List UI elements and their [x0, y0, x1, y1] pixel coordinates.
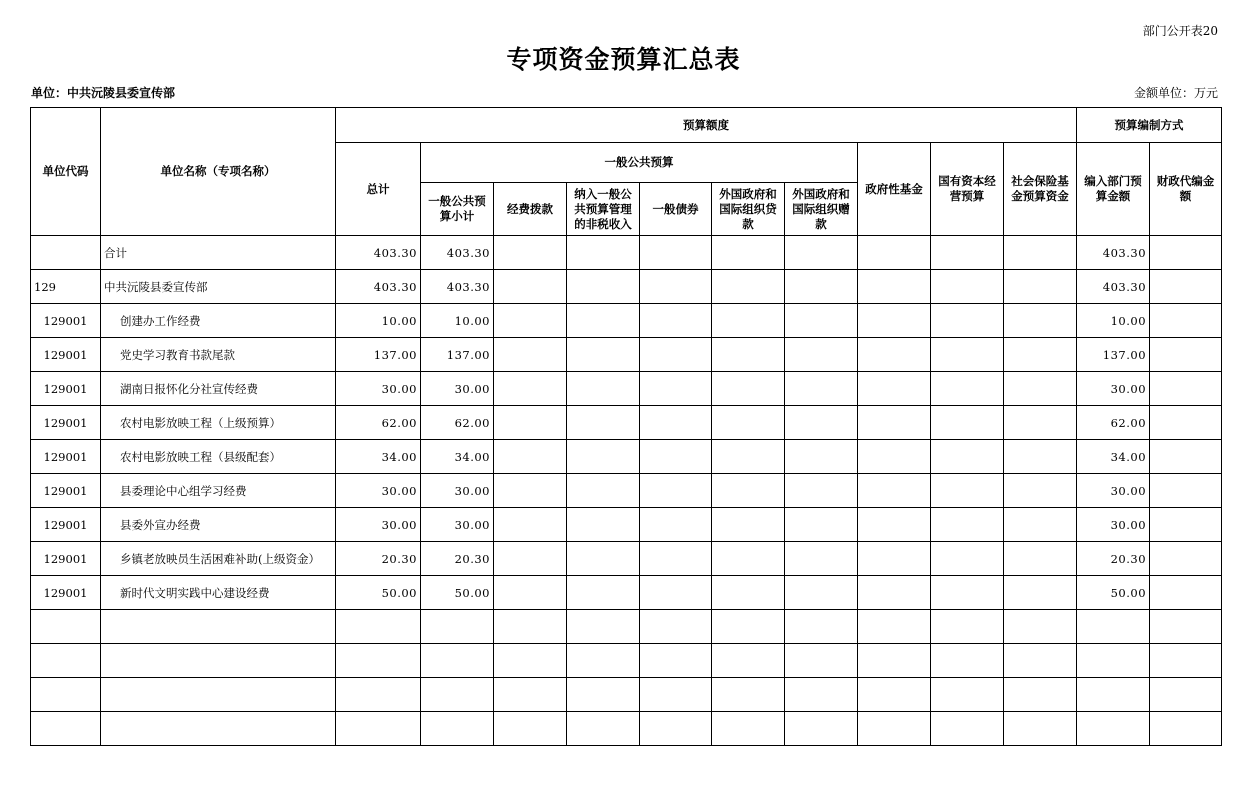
header-budget-amount: 预算额度	[336, 108, 1077, 143]
table-cell	[712, 508, 785, 542]
table-cell	[785, 542, 858, 576]
table-cell	[931, 440, 1004, 474]
cell-unit-name: 党史学习教育书款尾款	[101, 338, 336, 372]
cell-dept-budget: 50.00	[1077, 576, 1150, 610]
cell-unit-code: 129	[31, 270, 101, 304]
table-cell	[567, 304, 640, 338]
table-cell	[494, 678, 567, 712]
header-unit-code: 单位代码	[31, 108, 101, 236]
table-cell	[567, 576, 640, 610]
table-cell	[494, 406, 567, 440]
table-cell	[858, 440, 931, 474]
table-cell	[785, 406, 858, 440]
table-cell	[1150, 712, 1222, 746]
table-cell	[785, 440, 858, 474]
table-row	[31, 474, 1222, 508]
cell-unit-code: 129001	[31, 406, 101, 440]
table-cell	[101, 712, 336, 746]
table-cell	[712, 644, 785, 678]
cell-dept-budget: 10.00	[1077, 304, 1150, 338]
table-cell	[931, 576, 1004, 610]
table-cell	[712, 712, 785, 746]
table-cell	[785, 270, 858, 304]
table-cell	[494, 542, 567, 576]
table-cell	[494, 644, 567, 678]
table-cell	[1004, 406, 1077, 440]
table-cell	[1004, 474, 1077, 508]
table-cell	[1150, 338, 1222, 372]
table-cell	[640, 712, 712, 746]
table-cell	[640, 236, 712, 270]
table-cell	[640, 304, 712, 338]
cell-total: 34.00	[336, 440, 421, 474]
table-cell	[1004, 610, 1077, 644]
table-cell	[640, 406, 712, 440]
table-cell	[567, 508, 640, 542]
table-cell	[640, 440, 712, 474]
table-row	[31, 576, 1222, 610]
table-cell	[1150, 406, 1222, 440]
table-cell	[1004, 712, 1077, 746]
table-cell	[640, 508, 712, 542]
table-cell	[567, 712, 640, 746]
cell-unit-name: 中共沅陵县委宣传部	[101, 270, 336, 304]
table-cell	[1004, 644, 1077, 678]
table-cell	[785, 236, 858, 270]
header-general-public-budget: 一般公共预算	[421, 143, 858, 183]
table-cell	[494, 270, 567, 304]
header-budget-method: 预算编制方式	[1077, 108, 1222, 143]
table-cell	[31, 610, 101, 644]
table-cell	[1077, 644, 1150, 678]
table-cell	[1077, 678, 1150, 712]
table-cell	[1077, 610, 1150, 644]
cell-unit-name: 县委理论中心组学习经费	[101, 474, 336, 508]
table-cell	[494, 236, 567, 270]
table-cell	[858, 406, 931, 440]
table-cell	[858, 338, 931, 372]
table-cell	[858, 372, 931, 406]
table-cell	[858, 712, 931, 746]
table-row	[31, 678, 1222, 712]
table-cell	[712, 576, 785, 610]
table-cell	[640, 610, 712, 644]
table-cell	[494, 576, 567, 610]
table-cell	[421, 712, 494, 746]
cell-dept-budget: 403.30	[1077, 270, 1150, 304]
header-finance-agency: 财政代编金额	[1150, 143, 1222, 236]
cell-gpb-subtotal: 10.00	[421, 304, 494, 338]
table-cell	[1004, 270, 1077, 304]
table-cell	[567, 338, 640, 372]
cell-gpb-subtotal: 403.30	[421, 270, 494, 304]
header-state-capital: 国有资本经营预算	[931, 143, 1004, 236]
cell-unit-code	[31, 236, 101, 270]
table-cell	[1077, 712, 1150, 746]
header-gpb-subtotal: 一般公共预算小计	[421, 183, 494, 236]
table-cell	[1004, 304, 1077, 338]
table-cell	[567, 236, 640, 270]
table-cell	[1004, 236, 1077, 270]
form-number-label: 部门公开表20	[1142, 24, 1218, 38]
table-cell	[858, 542, 931, 576]
cell-unit-code: 129001	[31, 372, 101, 406]
cell-unit-name: 县委外宣办经费	[101, 508, 336, 542]
table-cell	[494, 304, 567, 338]
table-cell	[931, 508, 1004, 542]
table-cell	[785, 372, 858, 406]
cell-unit-name: 新时代文明实践中心建设经费	[101, 576, 336, 610]
table-cell	[712, 610, 785, 644]
cell-total: 30.00	[336, 372, 421, 406]
cell-gpb-subtotal: 34.00	[421, 440, 494, 474]
table-row	[31, 236, 1222, 270]
table-cell	[336, 610, 421, 644]
header-unit-name: 单位名称（专项名称）	[101, 108, 336, 236]
header-dept-budget: 编入部门预算金额	[1077, 143, 1150, 236]
table-cell	[931, 406, 1004, 440]
table-cell	[567, 610, 640, 644]
cell-unit-code: 129001	[31, 576, 101, 610]
table-cell	[785, 678, 858, 712]
table-cell	[712, 678, 785, 712]
table-cell	[336, 644, 421, 678]
cell-unit-name: 创建办工作经费	[101, 304, 336, 338]
table-cell	[785, 304, 858, 338]
table-cell	[494, 440, 567, 474]
table-cell	[712, 304, 785, 338]
table-cell	[1150, 440, 1222, 474]
cell-dept-budget: 20.30	[1077, 542, 1150, 576]
table-cell	[931, 542, 1004, 576]
table-cell	[712, 406, 785, 440]
header-nontax-income: 纳入一般公共预算管理的非税收入	[567, 183, 640, 236]
header-gov-fund: 政府性基金	[858, 143, 931, 236]
table-row	[31, 542, 1222, 576]
table-cell	[712, 440, 785, 474]
table-cell	[567, 474, 640, 508]
table-cell	[640, 542, 712, 576]
table-cell	[858, 610, 931, 644]
table-cell	[567, 270, 640, 304]
table-cell	[931, 236, 1004, 270]
table-cell	[494, 372, 567, 406]
table-cell	[494, 712, 567, 746]
cell-total: 30.00	[336, 474, 421, 508]
table-cell	[494, 610, 567, 644]
cell-unit-name: 合计	[101, 236, 336, 270]
cell-total: 137.00	[336, 338, 421, 372]
header-foreign-loans: 外国政府和国际组织贷款	[712, 183, 785, 236]
cell-unit-code: 129001	[31, 338, 101, 372]
table-cell	[1150, 304, 1222, 338]
cell-dept-budget: 62.00	[1077, 406, 1150, 440]
table-cell	[785, 338, 858, 372]
cell-gpb-subtotal: 137.00	[421, 338, 494, 372]
cell-gpb-subtotal: 62.00	[421, 406, 494, 440]
cell-unit-code: 129001	[31, 440, 101, 474]
table-cell	[640, 338, 712, 372]
table-cell	[1150, 372, 1222, 406]
table-cell	[421, 678, 494, 712]
table-row	[31, 712, 1222, 746]
table-cell	[712, 236, 785, 270]
table-cell	[785, 576, 858, 610]
table-cell	[1150, 576, 1222, 610]
table-cell	[494, 474, 567, 508]
cell-unit-name: 农村电影放映工程（上级预算）	[101, 406, 336, 440]
cell-dept-budget: 30.00	[1077, 372, 1150, 406]
table-row	[31, 270, 1222, 304]
table-cell	[858, 270, 931, 304]
table-cell	[931, 372, 1004, 406]
table-cell	[785, 644, 858, 678]
cell-dept-budget: 30.00	[1077, 508, 1150, 542]
table-cell	[712, 270, 785, 304]
table-cell	[567, 678, 640, 712]
table-cell	[494, 338, 567, 372]
table-cell	[336, 678, 421, 712]
table-cell	[712, 542, 785, 576]
table-cell	[31, 644, 101, 678]
page-title: 专项资金预算汇总表	[506, 45, 741, 74]
table-cell	[931, 338, 1004, 372]
cell-total: 62.00	[336, 406, 421, 440]
table-cell	[336, 712, 421, 746]
table-cell	[785, 508, 858, 542]
header-social-insurance: 社会保险基金预算资金	[1004, 143, 1077, 236]
table-cell	[858, 304, 931, 338]
table-cell	[1150, 474, 1222, 508]
table-cell	[931, 474, 1004, 508]
cell-total: 10.00	[336, 304, 421, 338]
table-cell	[1004, 440, 1077, 474]
cell-dept-budget: 34.00	[1077, 440, 1150, 474]
table-cell	[101, 610, 336, 644]
cell-unit-code: 129001	[31, 304, 101, 338]
table-cell	[1150, 644, 1222, 678]
amount-unit-label: 金额单位：万元	[1133, 86, 1218, 100]
table-cell	[712, 474, 785, 508]
table-cell	[567, 644, 640, 678]
cell-gpb-subtotal: 30.00	[421, 508, 494, 542]
table-cell	[1150, 610, 1222, 644]
table-cell	[1150, 678, 1222, 712]
table-row	[31, 644, 1222, 678]
table-cell	[785, 610, 858, 644]
table-cell	[640, 644, 712, 678]
table-cell	[101, 678, 336, 712]
table-row	[31, 440, 1222, 474]
table-row	[31, 508, 1222, 542]
table-cell	[712, 372, 785, 406]
cell-gpb-subtotal: 403.30	[421, 236, 494, 270]
table-cell	[1004, 576, 1077, 610]
table-cell	[1004, 338, 1077, 372]
table-cell	[1004, 372, 1077, 406]
table-row	[31, 338, 1222, 372]
cell-unit-name: 农村电影放映工程（县级配套）	[101, 440, 336, 474]
table-row	[31, 304, 1222, 338]
table-cell	[858, 236, 931, 270]
cell-dept-budget: 137.00	[1077, 338, 1150, 372]
table-cell	[931, 644, 1004, 678]
table-cell	[494, 508, 567, 542]
table-cell	[1150, 542, 1222, 576]
table-cell	[931, 610, 1004, 644]
table-cell	[31, 712, 101, 746]
table-cell	[931, 712, 1004, 746]
cell-unit-name: 乡镇老放映员生活困难补助(上级资金）	[101, 542, 336, 576]
table-cell	[421, 610, 494, 644]
budget-table	[30, 107, 1222, 746]
table-cell	[101, 644, 336, 678]
cell-dept-budget: 30.00	[1077, 474, 1150, 508]
cell-unit-code: 129001	[31, 474, 101, 508]
table-cell	[858, 678, 931, 712]
cell-gpb-subtotal: 30.00	[421, 474, 494, 508]
cell-unit-code: 129001	[31, 542, 101, 576]
table-row	[31, 406, 1222, 440]
cell-total: 50.00	[336, 576, 421, 610]
table-cell	[640, 576, 712, 610]
table-cell	[1004, 678, 1077, 712]
table-cell	[567, 406, 640, 440]
table-cell	[1004, 542, 1077, 576]
cell-dept-budget: 403.30	[1077, 236, 1150, 270]
cell-gpb-subtotal: 50.00	[421, 576, 494, 610]
unit-label: 单位：中共沅陵县委宣传部	[31, 86, 176, 100]
table-cell	[858, 576, 931, 610]
cell-total: 20.30	[336, 542, 421, 576]
table-cell	[567, 372, 640, 406]
header-total: 总计	[336, 143, 421, 236]
table-row	[31, 610, 1222, 644]
header-funding-allocation: 经费拨款	[494, 183, 567, 236]
cell-gpb-subtotal: 30.00	[421, 372, 494, 406]
table-cell	[785, 474, 858, 508]
table-cell	[1004, 508, 1077, 542]
table-cell	[785, 712, 858, 746]
table-cell	[640, 372, 712, 406]
table-cell	[640, 474, 712, 508]
table-cell	[1150, 236, 1222, 270]
table-cell	[640, 270, 712, 304]
table-cell	[858, 474, 931, 508]
cell-unit-name: 湖南日报怀化分社宣传经费	[101, 372, 336, 406]
table-cell	[31, 678, 101, 712]
cell-unit-code: 129001	[31, 508, 101, 542]
table-cell	[421, 644, 494, 678]
table-cell	[858, 644, 931, 678]
cell-total: 30.00	[336, 508, 421, 542]
table-cell	[1150, 270, 1222, 304]
header-general-bonds: 一般债券	[640, 183, 712, 236]
header-foreign-grants: 外国政府和国际组织赠款	[785, 183, 858, 236]
table-cell	[931, 304, 1004, 338]
table-row	[31, 372, 1222, 406]
table-cell	[567, 542, 640, 576]
cell-total: 403.30	[336, 236, 421, 270]
table-cell	[858, 508, 931, 542]
cell-total: 403.30	[336, 270, 421, 304]
table-cell	[712, 338, 785, 372]
table-cell	[567, 440, 640, 474]
table-cell	[640, 678, 712, 712]
table-cell	[931, 678, 1004, 712]
table-cell	[931, 270, 1004, 304]
cell-gpb-subtotal: 20.30	[421, 542, 494, 576]
table-cell	[1150, 508, 1222, 542]
